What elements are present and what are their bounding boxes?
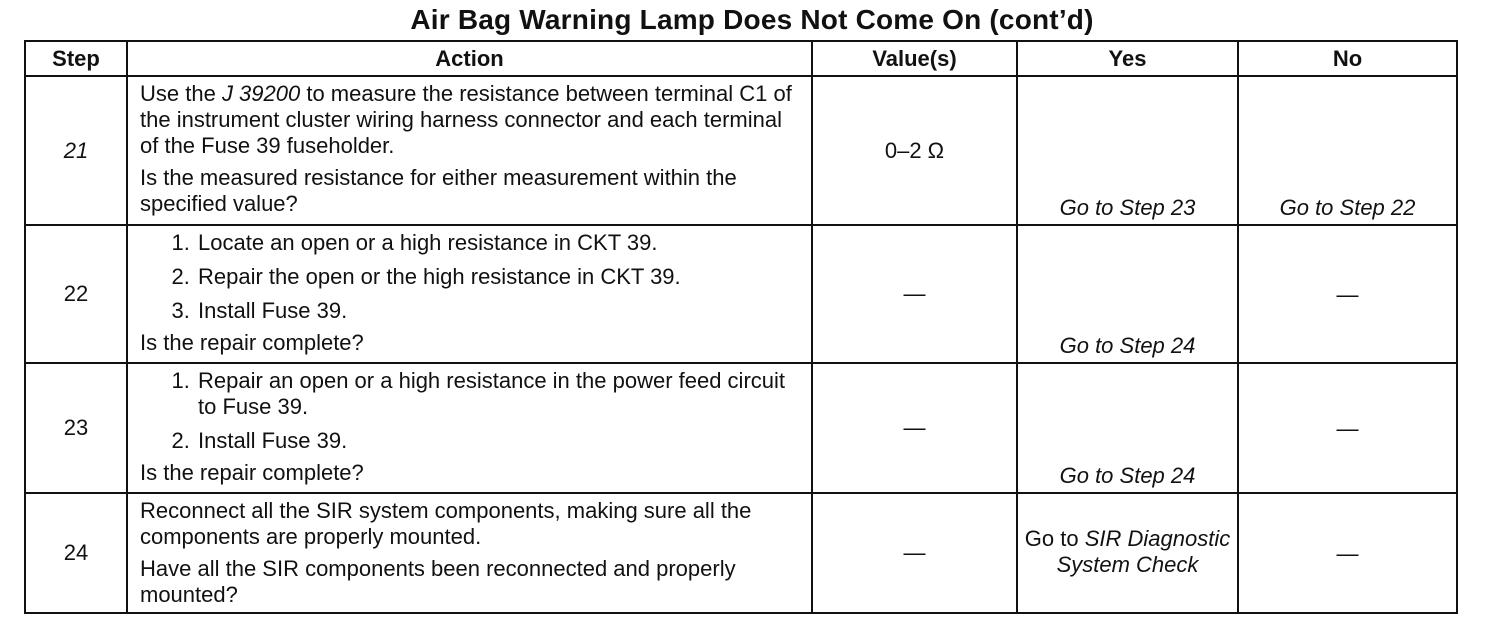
header-row (25, 41, 1457, 76)
action-text-part: Use the (140, 81, 222, 106)
list-item: 2. Repair the open or the high resistance in CKT 39. (196, 264, 801, 290)
step-number: 22 (25, 225, 127, 363)
header-yes: Yes (1017, 41, 1238, 76)
list-item: 3. Install Fuse 39. (196, 298, 801, 324)
yes-cell: Go to Step 24 (1017, 225, 1238, 363)
header-step: Step (25, 41, 127, 76)
list-item: 2. Install Fuse 39. (196, 428, 801, 454)
table-row (25, 76, 1457, 225)
action-steps-list (140, 368, 801, 454)
header-action: Action (127, 41, 812, 76)
action-question: Is the repair complete? (140, 460, 364, 485)
action-text-part: to measure the resistance between terminal C1 of the instrument cluster wiring harness connector and each terminal of the Fuse 39 fuseholder. (140, 81, 792, 158)
yes-cell: Go to Step 24 (1017, 363, 1238, 493)
value-cell: 0–2 Ω (812, 76, 1017, 225)
diagnostic-table (24, 40, 1458, 614)
list-item: 1. Repair an open or a high resistance in the power feed circuit to Fuse 39. (196, 368, 801, 420)
yes-cell: Go to Step 23 (1017, 76, 1238, 225)
action-text: Reconnect all the SIR system components, making sure all the components are properly mounted. (140, 498, 752, 549)
no-cell: — (1238, 363, 1457, 493)
table-row (25, 225, 1457, 363)
sir-check-link[interactable]: SIR Diagnostic System Check (1056, 526, 1231, 577)
action-cell (127, 493, 812, 613)
header-values: Value(s) (812, 41, 1017, 76)
action-question: Is the repair complete? (140, 330, 364, 355)
no-cell: Go to Step 22 (1238, 76, 1457, 225)
action-question: Have all the SIR components been reconnected and properly mounted? (140, 556, 736, 607)
yes-prefix: Go to (1024, 526, 1085, 551)
table-row (25, 493, 1457, 613)
step-number: 23 (25, 363, 127, 493)
action-text (140, 81, 801, 159)
step-number: 21 (25, 76, 127, 225)
value-cell: — (812, 363, 1017, 493)
action-cell (127, 76, 812, 225)
header-no: No (1238, 41, 1457, 76)
tool-name: J 39200 (221, 81, 301, 106)
table-row (25, 363, 1457, 493)
action-cell (127, 363, 812, 493)
no-cell: — (1238, 493, 1457, 613)
no-cell: — (1238, 225, 1457, 363)
action-cell (127, 225, 812, 363)
page-title: Air Bag Warning Lamp Does Not Come On (cont’d) (410, 4, 1094, 35)
action-question: Is the measured resistance for either measurement within the specified value? (140, 165, 737, 216)
yes-cell (1017, 493, 1238, 613)
action-steps-list (140, 230, 801, 324)
value-cell: — (812, 225, 1017, 363)
step-number: 24 (25, 493, 127, 613)
list-item: 1. Locate an open or a high resistance in CKT 39. (196, 230, 801, 256)
value-cell: — (812, 493, 1017, 613)
